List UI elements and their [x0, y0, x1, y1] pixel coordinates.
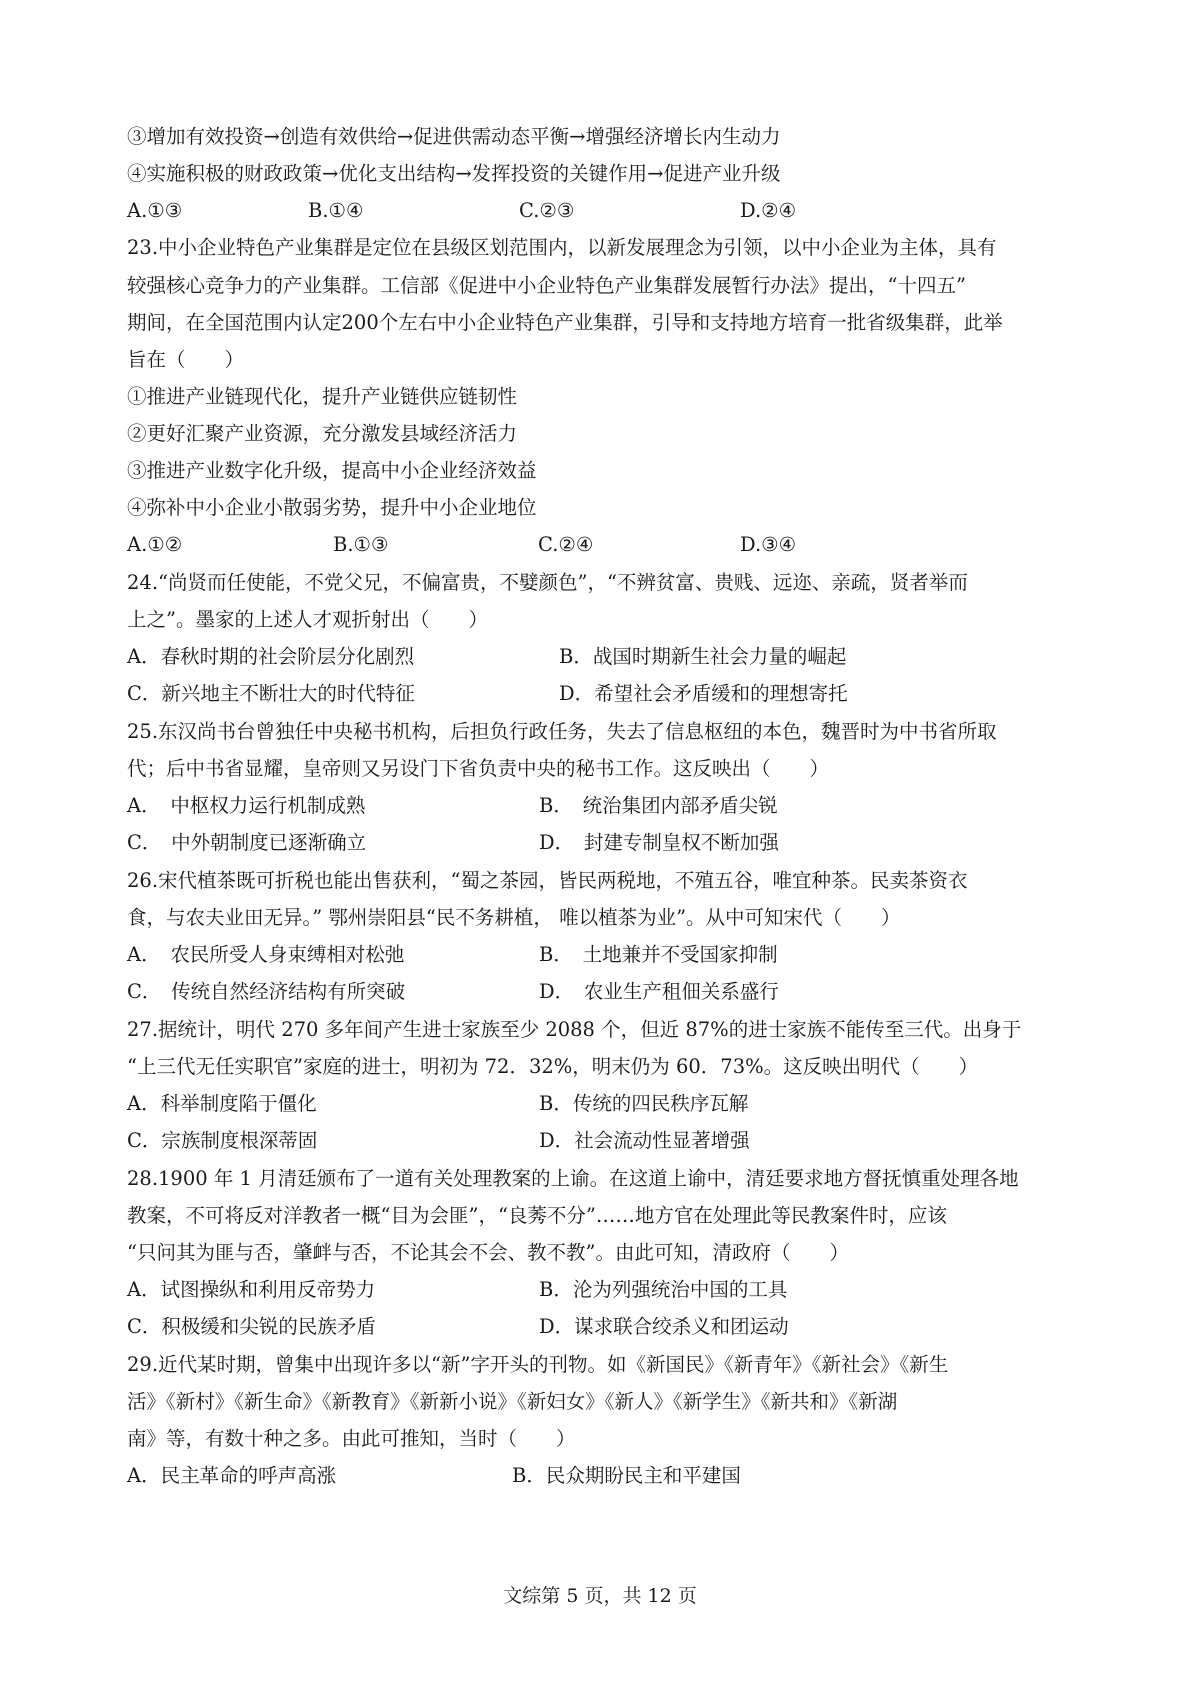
q23-option-a: A.①② — [127, 533, 183, 556]
q27-stem-2: “上三代无任实职官”家庭的进士，明初为 72．32%，明末仍为 60．73%。这反映出明代（ ） — [127, 1055, 979, 1078]
q25-option-d: D． 封建专制皇权不断加强 — [539, 831, 779, 854]
q24-option-c: C．新兴地主不断壮大的时代特征 — [127, 682, 415, 705]
q28-stem-3: “只问其为匪与否，肇衅与否，不论其会不会、教不教”。由此可知，清政府（ ） — [127, 1241, 849, 1264]
q23-option-c: C.②④ — [538, 533, 594, 556]
q27-option-d: D．社会流动性显著增强 — [539, 1129, 750, 1152]
q27-stem-1: 27.据统计，明代 270 多年间产生进士家族至少 2088 个，但近 87%的进士家族不能传至三代。出身于 — [127, 1018, 1022, 1041]
q26-stem-1: 26.宋代植茶既可折税也能出售获利，“蜀之茶园，皆民两税地，不殖五谷，唯宜种茶。民卖茶资衣 — [127, 869, 968, 892]
q26-stem-2: 食，与农夫业田无异。” 鄂州崇阳县“民不务耕植， 唯以植茶为业”。从中可知宋代（ ） — [127, 906, 901, 929]
q27-option-a: A．科举制度陷于僵化 — [127, 1092, 317, 1115]
q23-stem-2: 较强核心竞争力的产业集群。工信部《促进中小企业特色产业集群发展暂行办法》提出，“十四五” — [127, 274, 966, 297]
q22-option-b: B.①④ — [308, 199, 364, 222]
q28-option-d: D．谋求联合绞杀义和团运动 — [539, 1315, 789, 1338]
q24-stem-2: 上之”。墨家的上述人才观折射出（ ） — [127, 608, 488, 631]
q28-stem-1: 28.1900 年 1 月清廷颁布了一道有关处理教案的上谕。在这道上谕中，清廷要求地方督抚慎重处理各地 — [127, 1167, 1019, 1190]
q29-stem-3: 南》等，有数十种之多。由此可推知，当时（ ） — [127, 1427, 576, 1450]
q22-option-d: D.②④ — [740, 199, 797, 222]
q24-stem-1: 24.“尚贤而任使能，不党父兄，不偏富贵，不嬖颜色”，“不辨贫富、贵贱、远迩、亲疏，贤者举而 — [127, 571, 968, 594]
q22-item-4: ④实施积极的财政政策→优化支出结构→发挥投资的关键作用→促进产业升级 — [127, 162, 781, 185]
q23-option-d: D.③④ — [740, 533, 797, 556]
q27-option-c: C．宗族制度根深蒂固 — [127, 1129, 318, 1152]
q28-option-c: C．积极缓和尖锐的民族矛盾 — [127, 1315, 376, 1338]
q26-option-a: A． 农民所受人身束缚相对松弛 — [127, 943, 405, 966]
q23-option-b: B.①③ — [333, 533, 389, 556]
q22-item-3: ③增加有效投资→创造有效供给→促进供需动态平衡→增强经济增长内生动力 — [127, 125, 781, 148]
q27-option-b: B．传统的四民秩序瓦解 — [539, 1092, 749, 1115]
q28-option-b: B．沦为列强统治中国的工具 — [539, 1278, 788, 1301]
page-footer: 文综第 5 页，共 12 页 — [503, 1585, 697, 1607]
q23-item-4: ④弥补中小企业小散弱劣势，提升中小企业地位 — [127, 496, 537, 519]
q24-option-a: A．春秋时期的社会阶层分化剧烈 — [127, 645, 415, 668]
q23-item-1: ①推进产业链现代化，提升产业链供应链韧性 — [127, 385, 518, 408]
q29-option-b: B．民众期盼民主和平建国 — [512, 1464, 741, 1487]
q22-option-a: A.①③ — [127, 199, 183, 222]
q25-option-c: C． 中外朝制度已逐渐确立 — [127, 831, 367, 854]
q26-option-d: D． 农业生产租佃关系盛行 — [539, 980, 779, 1003]
q28-stem-2: 教案，不可将反对洋教者一概“目为会匪”，“良莠不分”……地方官在处理此等民教案件时，应该 — [127, 1204, 947, 1227]
q25-stem-1: 25.东汉尚书台曾独任中央秘书机构，后担负行政任务，失去了信息枢纽的本色，魏晋时为中书省所取 — [127, 720, 997, 743]
q24-option-b: B．战国时期新生社会力量的崛起 — [559, 645, 847, 668]
q28-option-a: A．试图操纵和利用反帝势力 — [127, 1278, 376, 1301]
q25-option-a: A． 中枢权力运行机制成熟 — [127, 794, 366, 817]
q29-option-a: A．民主革命的呼声高涨 — [127, 1464, 337, 1487]
q29-stem-1: 29.近代某时期，曾集中出现许多以“新”字开头的刊物。如《新国民》《新青年》《新社会》《新生 — [127, 1353, 949, 1376]
q22-option-c: C.②③ — [519, 199, 575, 222]
q26-option-c: C． 传统自然经济结构有所突破 — [127, 980, 406, 1003]
q25-stem-2: 代；后中书省显耀，皇帝则又另设门下省负责中央的秘书工作。这反映出（ ） — [127, 757, 830, 780]
q23-stem-4: 旨在（ ） — [127, 348, 245, 371]
q24-option-d: D．希望社会矛盾缓和的理想寄托 — [559, 682, 848, 705]
q29-stem-2: 活》《新村》《新生命》《新教育》《新新小说》《新妇女》《新人》《新学生》《新共和》《新湖 — [127, 1390, 898, 1413]
q23-item-3: ③推进产业数字化升级，提高中小企业经济效益 — [127, 459, 537, 482]
q26-option-b: B． 土地兼并不受国家抑制 — [539, 943, 778, 966]
q25-option-b: B． 统治集团内部矛盾尖锐 — [539, 794, 778, 817]
q23-stem-3: 期间，在全国范围内认定200个左右中小企业特色产业集群，引导和支持地方培育一批省级集群，此举 — [127, 311, 1003, 334]
q23-stem-1: 23.中小企业特色产业集群是定位在县级区划范围内，以新发展理念为引领，以中小企业为主体，具有 — [127, 236, 997, 259]
q23-item-2: ②更好汇聚产业资源，充分激发县域经济活力 — [127, 422, 518, 445]
